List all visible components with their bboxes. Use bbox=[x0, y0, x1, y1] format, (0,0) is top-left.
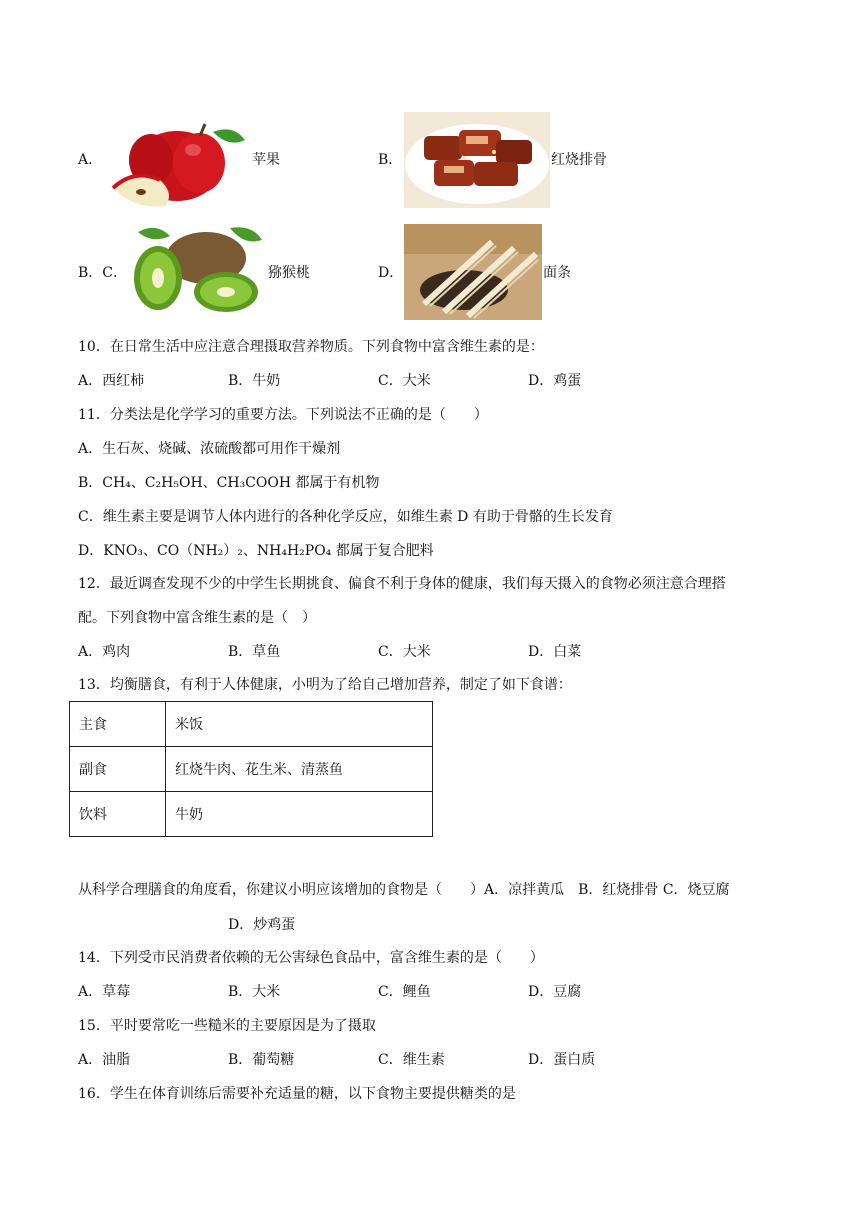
q10-option-d: D．鸡蛋 bbox=[528, 373, 582, 389]
q15-option-d: D．蛋白质 bbox=[528, 1052, 596, 1068]
q11-stem: 11．分类法是化学学习的重要方法。下列说法不正确的是（ ） bbox=[78, 407, 488, 423]
q12-option-d: D．白菜 bbox=[528, 644, 582, 660]
table-cell: 主食 bbox=[70, 702, 166, 747]
q14-option-d: D．豆腐 bbox=[528, 984, 582, 1000]
option-d-label: 面条 bbox=[543, 265, 571, 281]
q10-option-c: C．大米 bbox=[378, 373, 431, 389]
meal-plan-table bbox=[69, 701, 433, 837]
q13-stem: 13．均衡膳食，有利于人体健康，小明为了给自己增加营养，制定了如下食谱： bbox=[78, 677, 572, 693]
noodles-image bbox=[404, 224, 542, 320]
option-b-label: 红烧排骨 bbox=[551, 152, 607, 168]
q14-stem: 14．下列受市民消费者依赖的无公害绿色食品中，富含维生素的是（ ） bbox=[78, 950, 544, 966]
q16-stem: 16．学生在体育训练后需要补充适量的糖，以下食物主要提供糖类的是 bbox=[78, 1086, 516, 1102]
table-row bbox=[70, 792, 433, 837]
q14-option-b: B．大米 bbox=[228, 984, 281, 1000]
q12-option-b: B．草鱼 bbox=[228, 644, 281, 660]
table-cell: 红烧牛肉、花生米、清蒸鱼 bbox=[166, 747, 433, 792]
q14-option-c: C．鲤鱼 bbox=[378, 984, 431, 1000]
q10-stem: 10．在日常生活中应注意合理摄取营养物质。下列食物中富含维生素的是： bbox=[78, 339, 544, 355]
table-cell: 米饭 bbox=[166, 702, 433, 747]
q11-option-c: C．维生素主要是调节人体内进行的各种化学反应，如维生素 D 有助于骨骼的生长发育 bbox=[78, 509, 613, 525]
kiwi-image bbox=[130, 222, 266, 316]
q15-option-c: C．维生素 bbox=[378, 1052, 445, 1068]
option-a-letter: A． bbox=[78, 152, 103, 168]
q11-option-a: A．生石灰、烧碱、浓硫酸都可用作干燥剂 bbox=[78, 441, 341, 457]
apple-image bbox=[105, 118, 250, 210]
q12-stem-line1: 12．最近调查发现不少的中学生长期挑食、偏食不利于身体的健康，我们每天摄入的食物必须注意合理搭 bbox=[78, 576, 726, 592]
table-cell: 副食 bbox=[70, 747, 166, 792]
table-cell: 牛奶 bbox=[166, 792, 433, 837]
option-a-label: 苹果 bbox=[252, 152, 280, 168]
braised-ribs-image bbox=[404, 112, 550, 208]
q12-stem-line2: 配。下列食物中富含维生素的是（ ） bbox=[78, 610, 316, 626]
option-c-label: 猕猴桃 bbox=[268, 265, 310, 281]
table-row bbox=[70, 702, 433, 747]
q11-option-b: B．CH₄、C₂H₅OH、CH₃COOH 都属于有机物 bbox=[78, 475, 380, 491]
q15-option-a: A．油脂 bbox=[78, 1052, 131, 1068]
q14-option-a: A．草莓 bbox=[78, 984, 131, 1000]
q12-option-a: A．鸡肉 bbox=[78, 644, 131, 660]
q15-stem: 15．平时要常吃一些糙米的主要原因是为了摄取 bbox=[78, 1018, 376, 1034]
q13-follow-line2: D．炒鸡蛋 bbox=[228, 917, 296, 933]
q10-option-b: B．牛奶 bbox=[228, 373, 281, 389]
q13-follow-line1: 从科学合理膳食的角度看，你建议小明应该增加的食物是（ ）A．凉拌黄瓜 B．红烧排骨 C．烧豆腐 bbox=[78, 882, 730, 898]
table-cell: 饮料 bbox=[70, 792, 166, 837]
option-b-letter: B． bbox=[378, 152, 403, 168]
q12-option-c: C．大米 bbox=[378, 644, 431, 660]
q10-option-a: A．西红柿 bbox=[78, 373, 145, 389]
table-row bbox=[70, 747, 433, 792]
option-d-letter: D． bbox=[378, 265, 404, 281]
option-c-letter: B．C． bbox=[78, 265, 127, 281]
q15-option-b: B．葡萄糖 bbox=[228, 1052, 295, 1068]
q11-option-d: D．KNO₃、CO（NH₂）₂、NH₄H₂PO₄ 都属于复合肥料 bbox=[78, 543, 434, 559]
